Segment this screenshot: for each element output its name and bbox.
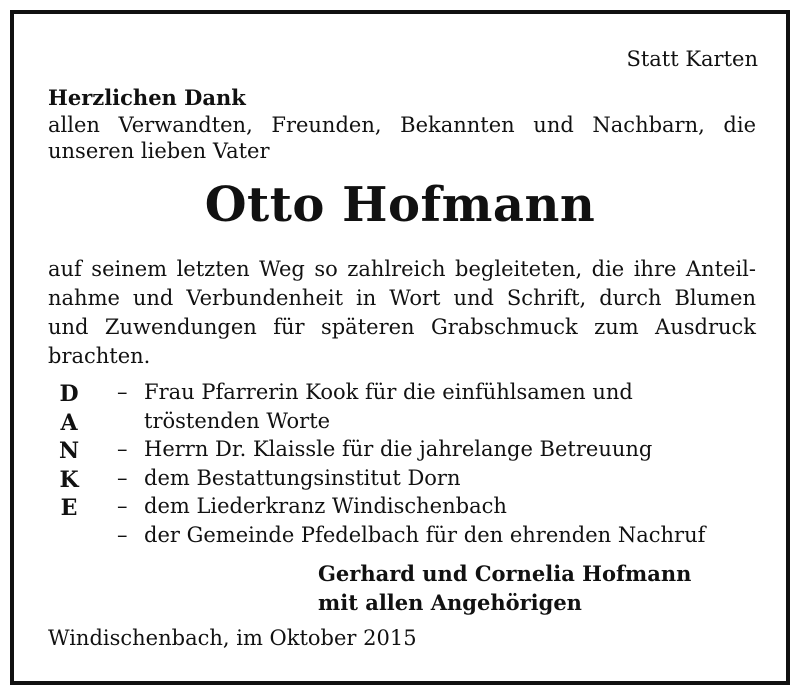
list-dash: –	[117, 380, 128, 404]
body-line: nahme und Verbundenheit in Wort und Schrift, durch Blumen	[48, 286, 756, 310]
body-line: und Zuwendungen für späteren Grabschmuck zum Ausdruck	[48, 315, 756, 339]
danke-vertical-word	[54, 380, 84, 523]
statt-karten-label: Statt Karten	[626, 47, 758, 71]
list-dash: –	[117, 494, 128, 518]
list-dash: –	[117, 465, 128, 490]
signature-line-2: mit allen Angehörigen	[318, 590, 582, 615]
body-line: brachten.	[48, 344, 151, 368]
signature-line-1: Gerhard und Cornelia Hofmann	[318, 561, 692, 586]
deceased-name: Otto Hofmann	[204, 177, 596, 233]
body-paragraph	[48, 255, 756, 371]
list-item-text: tröstenden Worte	[144, 408, 331, 433]
obituary-card	[10, 10, 790, 685]
danke-letter: K	[59, 466, 79, 493]
thanks-heading: Herzlichen Dank	[48, 85, 246, 110]
list-item-text: Frau Pfarrerin Kook für die einfühlsamen und	[144, 380, 633, 404]
list-item-text: Herrn Dr. Klaissle für die jahrelange Betreuung	[144, 437, 653, 461]
danke-letter: N	[58, 438, 80, 464]
thanks-intro-line-2: unseren lieben Vater	[48, 139, 270, 163]
list-item-text: dem Liederkranz Windischenbach	[144, 494, 507, 518]
signature	[318, 559, 691, 617]
list-dash: –	[117, 437, 128, 461]
thanks-intro-line-1: allen Verwandten, Freunden, Bekannten und Nachbarn, die	[48, 113, 756, 137]
place-date: Windischenbach, im Oktober 2015	[48, 626, 417, 650]
danke-letter: D	[59, 381, 79, 407]
body-line: auf seinem letzten Weg so zahlreich begleiteten, die ihre Anteil-	[48, 257, 756, 281]
list-item-text: der Gemeinde Pfedelbach für den ehrenden Nachruf	[144, 522, 706, 547]
list-item-text: dem Bestattungsinstitut Dorn	[144, 465, 461, 490]
list-dash: –	[117, 522, 128, 547]
danke-letter: E	[60, 495, 78, 521]
danke-letter: A	[60, 409, 78, 436]
